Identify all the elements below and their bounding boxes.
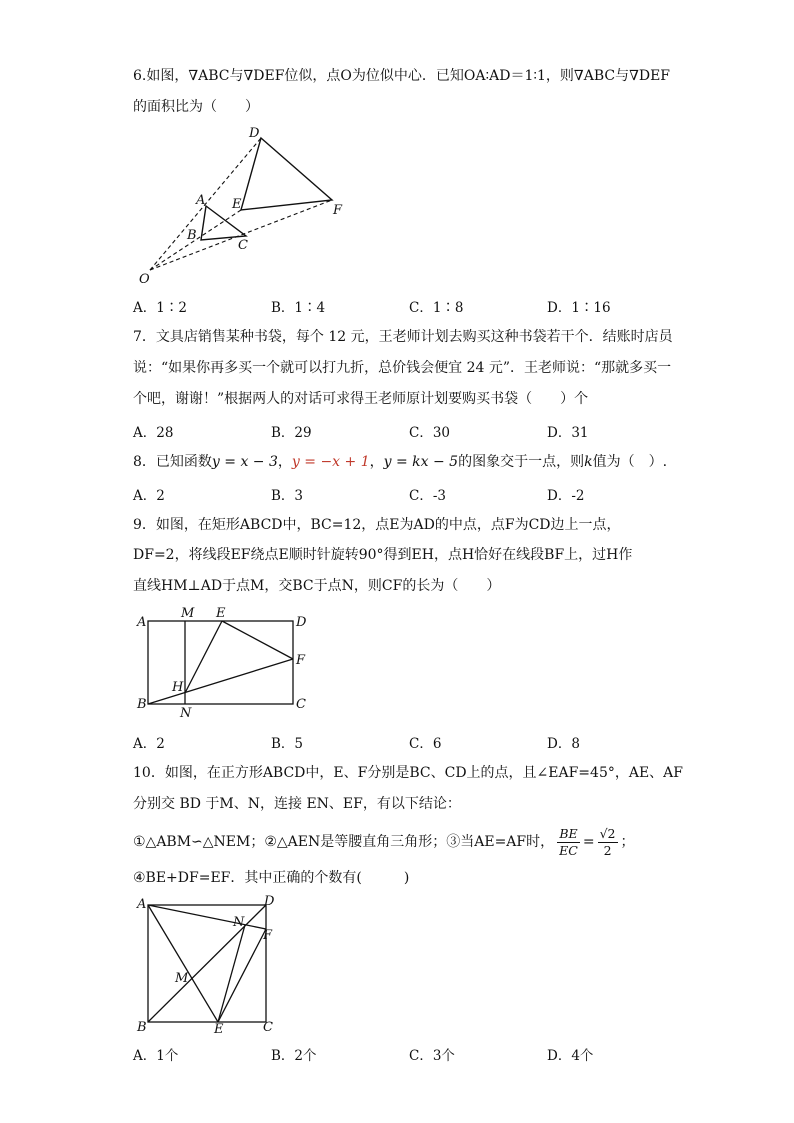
- q10-line1: 10．如图，在正方形ABCD中，E、F分别是BC、CD上的点，且∠EAF=45°，AE、AF: [133, 765, 684, 781]
- q10-label-d: D: [264, 894, 275, 909]
- q6-option-d[interactable]: D．1∶16: [547, 300, 611, 316]
- q7-option-c[interactable]: C．30: [409, 425, 451, 441]
- q10-label-b: B: [137, 1020, 147, 1035]
- q9-line3: 直线HM⊥AD于点M，交BC于点N，则CF的长为（ ）: [133, 578, 501, 594]
- q7-option-b[interactable]: B．29: [271, 425, 312, 441]
- q9-option-a[interactable]: A．2: [133, 736, 165, 752]
- q10-line3: [133, 825, 635, 859]
- q10-line3-text: ①△ABM∽△NEM；②△AEN是等腰直角三角形；③当AE=AF时，: [133, 834, 555, 850]
- q6-label-a: A: [196, 193, 206, 208]
- q10-label-c: C: [263, 1020, 273, 1035]
- q7-option-a[interactable]: A．28: [133, 425, 174, 441]
- q10-line2: 分别交 BD 于M、N，连接 EN、EF，有以下结论：: [133, 796, 461, 812]
- q8-k: k: [584, 454, 593, 470]
- q6-label-e: E: [232, 197, 242, 212]
- q9-label-h: H: [172, 680, 184, 695]
- q10-figure: [130, 893, 280, 1038]
- q8-func2: y = −x + 1: [291, 454, 370, 470]
- q6-option-b[interactable]: B．1∶4: [271, 300, 326, 316]
- q10-options: [133, 1044, 733, 1064]
- q8-line1: [133, 452, 667, 472]
- q10-label-a: A: [137, 897, 147, 912]
- q10-rhs-den: 2: [603, 842, 612, 858]
- q8-option-b[interactable]: B．3: [271, 488, 304, 504]
- q10-option-a[interactable]: A．1个: [133, 1048, 179, 1064]
- q7-option-d[interactable]: D．31: [547, 425, 589, 441]
- q6-option-c[interactable]: C．1∶8: [409, 300, 464, 316]
- q10-option-b[interactable]: B．2个: [271, 1048, 317, 1064]
- q10-frac-den: EC: [559, 842, 578, 858]
- q9-option-c[interactable]: C．6: [409, 736, 442, 752]
- q9-label-m: M: [181, 606, 195, 621]
- q6-label-o: O: [139, 272, 150, 287]
- q9-label-f: F: [296, 653, 306, 668]
- q10-frac-sqrt2: [598, 826, 618, 859]
- q7-line2: 说：“如果你再多买一个就可以打九折，总价钱会便宜 24 元”．王老师说：“那就多买一: [133, 360, 672, 376]
- q7-options: [133, 421, 733, 441]
- q8-suffix: 值为（ ）.: [592, 454, 668, 470]
- q8-mid: 的图象交于一点，则: [458, 454, 585, 470]
- q8-prefix: 8．已知函数: [133, 454, 212, 470]
- q6-label-b: B: [187, 228, 197, 243]
- q9-line2: DF=2，将线段EF绕点E顺时针旋转90°得到EH，点H恰好在线段BF上，过H作: [133, 547, 633, 563]
- q9-label-c: C: [296, 697, 306, 712]
- q8-option-c[interactable]: C．-3: [409, 488, 446, 504]
- q7-line1: 7．文具店销售某种书袋，每个 12 元，王老师计划去购买这种书袋若干个．结账时店员: [133, 329, 673, 345]
- q8-func1: y = x − 3: [211, 454, 278, 470]
- q10-frac-be-ec: [557, 826, 580, 859]
- q6-line1: 6.如图，∇ABC与∇DEF位似，点O为位似中心．已知OA∶AD＝1∶1，则∇ABC与∇DEF: [133, 68, 671, 84]
- q6-label-c: C: [238, 238, 248, 253]
- q9-line1: 9．如图，在矩形ABCD中，BC=12，点E为AD的中点，点F为CD边上一点，: [133, 517, 621, 533]
- q7-line3: 个吧，谢谢！”根据两人的对话可求得王老师原计划要购买书袋（ ）个: [133, 391, 589, 407]
- q9-option-b[interactable]: B．5: [271, 736, 304, 752]
- q6-figure: [130, 122, 360, 292]
- q8-option-d[interactable]: D．-2: [547, 488, 585, 504]
- q10-label-n: N: [233, 915, 245, 930]
- q9-label-d: D: [296, 615, 307, 630]
- q10-label-m: M: [175, 971, 189, 986]
- q10-label-e: E: [214, 1022, 224, 1037]
- q8-option-a[interactable]: A．2: [133, 488, 165, 504]
- q9-label-n: N: [180, 706, 192, 721]
- q10-option-d[interactable]: D．4个: [547, 1048, 594, 1064]
- q8-func3: y = kx − 5: [383, 454, 459, 470]
- q10-rhs-num: √2: [599, 825, 616, 841]
- q9-label-a: A: [137, 615, 147, 630]
- q6-line2: 的面积比为（ ）: [133, 99, 259, 115]
- q10-line3-end: ；: [620, 834, 635, 850]
- q9-figure: [130, 604, 320, 722]
- q10-option-c[interactable]: C．3个: [409, 1048, 455, 1064]
- q6-label-d: D: [249, 126, 260, 141]
- q9-option-d[interactable]: D．8: [547, 736, 580, 752]
- q6-label-f: F: [333, 203, 343, 218]
- q6-option-a[interactable]: A．1∶2: [133, 300, 187, 316]
- q10-label-f: F: [263, 928, 273, 943]
- q10-frac-num: BE: [557, 826, 580, 843]
- q9-options: [133, 732, 733, 752]
- q8-options: [133, 484, 733, 504]
- q10-line4: ④BE+DF=EF．其中正确的个数有( ): [133, 870, 410, 886]
- q8-sep2: ，: [369, 454, 384, 470]
- q9-label-e: E: [216, 606, 226, 621]
- q9-label-b: B: [137, 697, 147, 712]
- q10-eq: =: [582, 834, 595, 850]
- q6-options: [133, 296, 733, 316]
- q8-sep1: ，: [277, 454, 292, 470]
